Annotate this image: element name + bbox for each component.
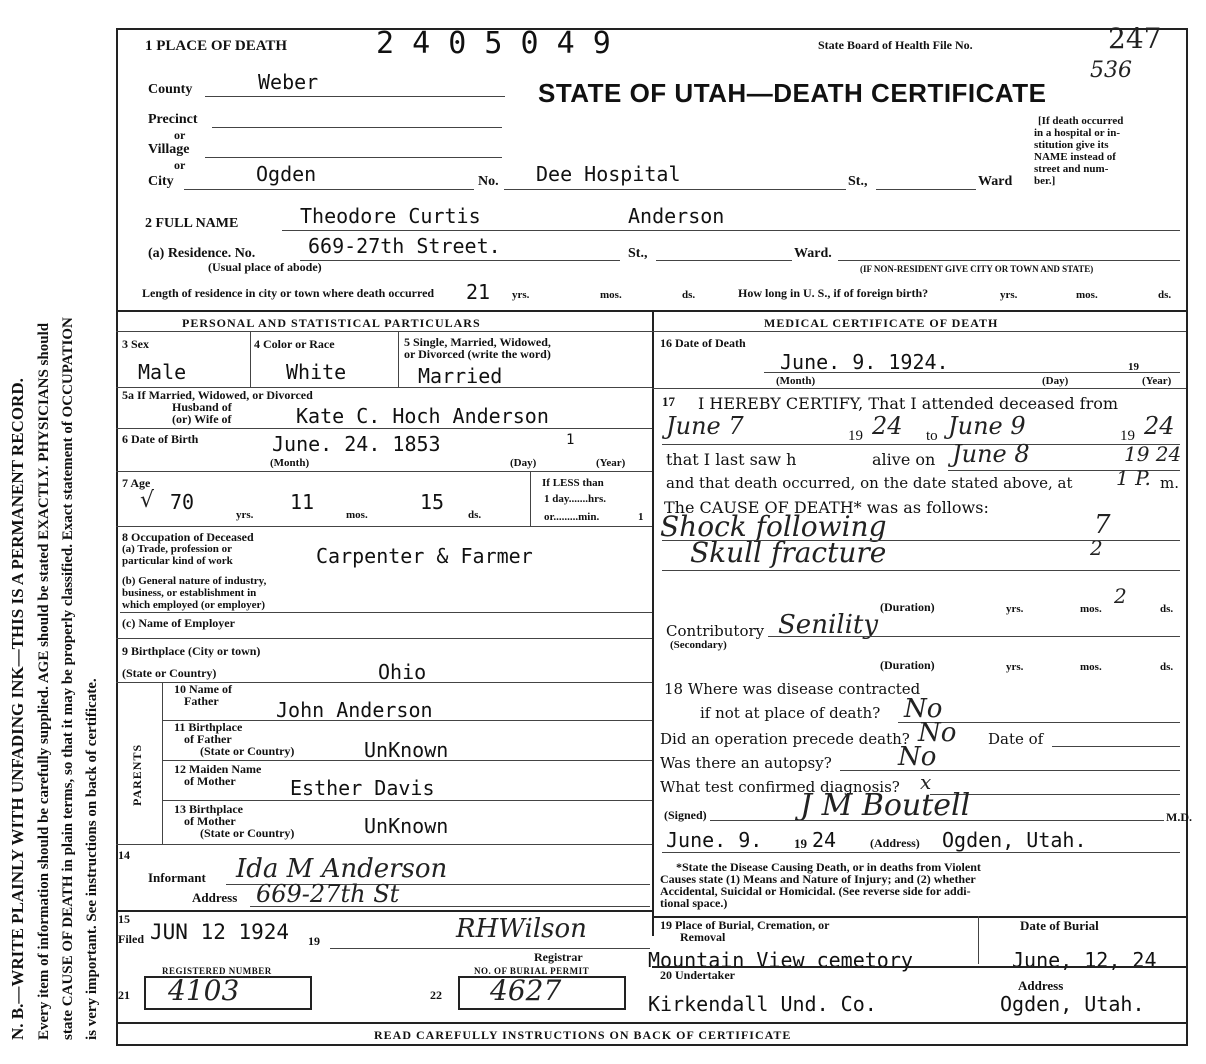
undertaker-value: Kirkendall Und. Co.: [648, 992, 877, 1016]
color-value: White: [286, 360, 347, 384]
occupation-a-1: (a) Trade, profession or: [122, 543, 232, 555]
signed-date: June. 9.: [666, 828, 763, 852]
signed-year: 24: [812, 828, 837, 852]
dob-value: June. 24. 1853: [272, 432, 441, 456]
less-than-label-1: If LESS than: [542, 477, 604, 489]
marital-value: Married: [418, 364, 503, 388]
q18-label: 18 Where was disease contracted: [664, 680, 921, 698]
side-note-2: Every item of information should be carefully supplied. AGE should be stated EXACTLY. PHYSICIANS should: [36, 322, 52, 1040]
to-year-prefix: 19: [1120, 428, 1135, 444]
color-label: 4 Color or Race: [254, 337, 335, 351]
duration-label-2: (Duration): [880, 658, 935, 672]
abode-label: (Usual place of abode): [208, 260, 322, 274]
autopsy-answer: No: [898, 742, 937, 772]
age-less-divider: [530, 471, 531, 526]
item-17-label: 17: [662, 394, 675, 409]
duration-ds-label: ds.: [1160, 603, 1174, 615]
undertaker-address-label: Address: [1018, 978, 1064, 993]
filed-date: JUN 12 1924: [150, 920, 290, 944]
burial-permit-label: NO. OF BURIAL PERMIT: [474, 966, 590, 976]
to-label: to: [926, 428, 938, 444]
frame-bottom: [116, 1044, 1188, 1046]
cause-of-death-line2: Skull fracture: [690, 536, 887, 569]
father-birth-label-2: of Father: [184, 732, 232, 746]
color-divider: [398, 331, 399, 387]
burial-place-label-1: 19 Place of Burial, Cremation, or: [660, 918, 830, 932]
date-of-death-value: June. 9. 1924.: [780, 350, 949, 374]
registrar-label: Registrar: [534, 950, 583, 964]
center-divider: [652, 310, 654, 936]
burial-permit-value: 4627: [490, 974, 562, 1007]
spouse-label-2: Husband of: [172, 400, 232, 414]
dob-day-label: (Day): [510, 457, 537, 469]
registered-number-value: 4103: [168, 974, 240, 1007]
registrar-signature: RHWilson: [456, 914, 587, 944]
physician-signature: J M Boutell: [800, 788, 971, 823]
county-value: Weber: [258, 70, 319, 94]
hospital-note-1: [If death occurred: [1038, 115, 1124, 127]
burial-divider: [978, 916, 979, 964]
death-year-label: (Year): [1142, 375, 1172, 387]
parents-divider: [162, 682, 163, 844]
secondary-label: (Secondary): [670, 639, 727, 651]
medical-header-line: [652, 331, 1186, 332]
ward-label: Ward: [978, 174, 1013, 189]
occupation-b-3: which employed (or employer): [122, 599, 266, 611]
hospital-note-6: ber.]: [1034, 175, 1056, 187]
residence-label: (a) Residence. No.: [148, 246, 256, 261]
sex-divider: [250, 331, 251, 387]
side-note-1: N. B.—WRITE PLAINLY WITH UNFADING INK—THIS IS A PERMANENT RECORD.: [8, 378, 27, 1040]
operation-label: Did an operation precede death?: [660, 730, 910, 748]
registered-number-label: REGISTERED NUMBER: [162, 966, 272, 976]
contributory-line: [768, 636, 1180, 637]
medical-note-2: Causes state (1) Means and Nature of Injury; and (2) whether: [660, 872, 976, 886]
date-of-death-line: [764, 372, 1180, 373]
frame-right: [1186, 28, 1188, 1046]
spouse-label-1: 5a If Married, Widowed, or Divorced: [122, 388, 313, 402]
age-months: 11: [290, 490, 315, 514]
last-saw-label: that I last saw h: [666, 450, 797, 469]
duration-value: 2: [1114, 584, 1127, 608]
item-15-label: 15: [118, 912, 130, 926]
less-than-label-3: or.........min.: [544, 511, 600, 523]
dob-year-mark: 1: [566, 432, 575, 448]
occurred-label: and that death occurred, on the date stated above, at: [666, 474, 1073, 492]
personal-header-line: [116, 331, 652, 332]
marital-label-2: or Divorced (write the word): [404, 347, 551, 361]
st-label: St.,: [848, 174, 868, 189]
age-label: 7 Age: [122, 476, 151, 490]
cause-line-2: [662, 570, 1180, 571]
from-year: 24: [872, 412, 903, 440]
row-line-4: [116, 526, 652, 527]
age-yrs-label: yrs.: [236, 509, 254, 521]
age-tick: √: [140, 488, 155, 513]
filed-label: Filed: [118, 932, 144, 946]
cause-day-mark-2: 2: [1090, 536, 1103, 560]
md-label: M.D.: [1166, 810, 1192, 824]
length-ds-label: ds.: [682, 289, 696, 301]
precinct-line: [212, 127, 502, 128]
us-mos-label: mos.: [1076, 289, 1098, 301]
sex-value: Male: [138, 360, 187, 384]
informant-address-line: [250, 906, 650, 907]
q18-label-2: if not at place of death?: [700, 704, 881, 722]
village-line: [205, 157, 502, 158]
us-ds-label: ds.: [1158, 289, 1172, 301]
hospital-note-4: NAME instead of: [1034, 151, 1116, 163]
occurred-time: 1 P.: [1116, 466, 1151, 490]
parents-label: PARENTS: [130, 743, 144, 806]
occupation-label: 8 Occupation of Deceased: [122, 530, 254, 544]
or-label-2: or: [174, 158, 186, 172]
nonresident-label: (IF NON-RESIDENT GIVE CITY OR TOWN AND STATE): [860, 264, 1094, 274]
side-note-4: is very important. See instructions on back of certificate.: [84, 678, 100, 1040]
residence-ward-line: [656, 260, 792, 261]
death-day-label: (Day): [1042, 375, 1069, 387]
age-ds-label: ds.: [468, 509, 482, 521]
q18-answer: No: [904, 694, 943, 724]
contributory-value: Senility: [778, 610, 879, 640]
street-no-value: Dee Hospital: [536, 162, 681, 186]
mother-birth-value: UnKnown: [364, 814, 449, 838]
occupation-value: Carpenter & Farmer: [316, 544, 533, 568]
frame-top: [116, 28, 1188, 30]
medical-note-3: Accidental, Suicidal or Homicidal. (See reverse side for addi-: [660, 884, 971, 898]
informant-address-label: Address: [192, 890, 238, 905]
dob-label: 6 Date of Birth: [122, 432, 199, 446]
personal-section-title: PERSONAL AND STATISTICAL PARTICULARS: [182, 316, 481, 330]
village-label: Village: [148, 142, 190, 157]
informant-address: 669-27th St: [256, 880, 400, 908]
birthplace-state-label: (State or Country): [122, 666, 217, 680]
us-residence-label: How long in U. S., if of foreign birth?: [738, 286, 929, 300]
residence-line: [300, 260, 620, 261]
cause-day-mark: 7: [1094, 510, 1111, 540]
father-birth-label-3: (State or Country): [200, 744, 295, 758]
or-label-1: or: [174, 128, 186, 142]
signed-date-line: [662, 852, 1180, 853]
residence-value: 669-27th Street.: [308, 234, 501, 258]
certificate-number: 2 4 0 5 0 4 9: [376, 26, 611, 61]
duration-yrs-label: yrs.: [1006, 603, 1024, 615]
less-than-value: 1: [638, 511, 644, 523]
attended-from-date: June 7: [666, 412, 744, 440]
signed-label: (Signed): [664, 808, 707, 822]
birthplace-value: Ohio: [378, 660, 427, 684]
medical-note-4: tional space.): [660, 896, 728, 910]
item-21-label: 21: [118, 988, 130, 1002]
age-days: 15: [420, 490, 445, 514]
file-number: 247: [1108, 22, 1162, 55]
attended-to-date: June 9: [948, 412, 1026, 440]
cause-of-death-line1: Shock following: [660, 510, 887, 543]
us-yrs-label: yrs.: [1000, 289, 1018, 301]
residence-ward-label: Ward.: [794, 246, 832, 261]
father-birth-label-1: 11 Birthplace: [174, 720, 243, 734]
hospital-note-3: stitution give its: [1034, 139, 1109, 151]
burial-place-label-2: Removal: [680, 930, 726, 944]
burial-date-value: June, 12, 24: [1012, 948, 1157, 972]
medical-section-title: MEDICAL CERTIFICATE OF DEATH: [764, 316, 999, 330]
attended-line: [662, 444, 1180, 445]
mother-value: Esther Davis: [290, 776, 435, 800]
death-month-label: (Month): [776, 375, 816, 387]
autopsy-label: Was there an autopsy?: [660, 754, 832, 772]
undertaker-address: Ogden, Utah.: [1000, 992, 1145, 1016]
father-value: John Anderson: [276, 698, 433, 722]
occupation-b-2: business, or establishment in: [122, 587, 257, 599]
mother-birth-label-1: 13 Birthplace: [174, 802, 243, 816]
father-birth-value: UnKnown: [364, 738, 449, 762]
full-name-first: Theodore Curtis: [300, 204, 481, 228]
precinct-label: Precinct: [148, 112, 198, 127]
last-saw-year: 19 24: [1124, 442, 1182, 466]
from-year-prefix: 19: [848, 428, 863, 444]
residence-rest-line: [838, 260, 1180, 261]
father-label-1: 10 Name of: [174, 682, 232, 696]
full-name-last: Anderson: [628, 204, 725, 228]
row-line-9: [162, 800, 652, 801]
birthplace-label: 9 Birthplace (City or town): [122, 644, 261, 658]
mother-label-1: 12 Maiden Name: [174, 762, 262, 776]
sex-label: 3 Sex: [122, 337, 149, 351]
occupation-c: (c) Name of Employer: [122, 616, 235, 630]
row-line-2: [116, 428, 652, 429]
date-of-death-label: 16 Date of Death: [660, 336, 746, 350]
cause-of-death-label: The CAUSE OF DEATH* was as follows:: [664, 498, 989, 517]
operation-date-label: Date of: [988, 730, 1044, 748]
filed-19-label: 19: [308, 934, 320, 948]
m-label: m.: [1160, 474, 1179, 492]
county-label: County: [148, 82, 193, 97]
city-label: City: [148, 174, 174, 189]
row-line-11: [116, 910, 652, 912]
date-year-prefix: 19: [1128, 361, 1139, 373]
dob-year-label: (Year): [596, 457, 626, 469]
signed-line: [710, 820, 1164, 821]
informant-label: Informant: [148, 870, 206, 885]
occupation-b-1: (b) General nature of industry,: [122, 575, 267, 587]
duration-mos-label-2: mos.: [1080, 661, 1102, 673]
registrar-line: [330, 948, 650, 949]
undertaker-label: 20 Undertaker: [660, 968, 735, 982]
test-label: What test confirmed diagnosis?: [660, 778, 900, 796]
file-number-label: State Board of Health File No.: [818, 38, 973, 52]
item-22-label: 22: [430, 988, 442, 1002]
footer-instructions: READ CAREFULLY INSTRUCTIONS ON BACK OF CERTIFICATE: [374, 1028, 792, 1042]
file-number-2: 536: [1090, 58, 1132, 83]
contributory-label: Contributory: [666, 622, 765, 640]
hospital-note-2: in a hospital or in-: [1034, 127, 1120, 139]
medical-row-line-1: [652, 388, 1186, 389]
side-note-3: state CAUSE OF DEATH in plain terms, so that it may be properly classified. Exact statement of OCCUPATION: [60, 317, 76, 1040]
mother-birth-label-3: (State or Country): [200, 826, 295, 840]
spouse-value: Kate C. Hoch Anderson: [296, 404, 549, 428]
duration-label: (Duration): [880, 600, 935, 614]
ward-line: [876, 189, 976, 190]
dob-month-label: (Month): [270, 457, 310, 469]
full-name-label: 2 FULL NAME: [145, 216, 239, 231]
length-yrs-label: yrs.: [512, 289, 530, 301]
length-mos-label: mos.: [600, 289, 622, 301]
duration-yrs-label-2: yrs.: [1006, 661, 1024, 673]
signed-address-label: (Address): [870, 836, 920, 850]
item-14-label: 14: [118, 848, 130, 862]
test-answer: x: [920, 770, 932, 794]
cause-line-1: [662, 540, 1180, 541]
signed-19-label: 19: [794, 836, 807, 851]
autopsy-line: [840, 770, 1180, 771]
operation-answer: No: [918, 718, 957, 748]
informant-value: Ida M Anderson: [236, 854, 448, 884]
occupation-b-line: [120, 612, 652, 613]
street-line: [504, 189, 846, 190]
alive-on-label: alive on: [872, 450, 936, 469]
less-than-label-2: 1 day.......hrs.: [544, 493, 607, 505]
burial-place-value: Mountain View cemetory: [648, 948, 913, 972]
mother-birth-label-2: of Mother: [184, 814, 236, 828]
mother-label-2: of Mother: [184, 774, 236, 788]
city-line: [184, 189, 474, 190]
row-line-8: [162, 760, 652, 761]
burial-date-label: Date of Burial: [1020, 918, 1099, 933]
county-line: [205, 96, 505, 97]
to-year: 24: [1144, 412, 1175, 440]
signed-address: Ogden, Utah.: [942, 828, 1087, 852]
hospital-note-5: street and num-: [1034, 163, 1109, 175]
marital-label-1: 5 Single, Married, Widowed,: [404, 335, 551, 349]
operation-date-line: [1052, 746, 1180, 747]
city-value: Ogden: [256, 162, 317, 186]
length-residence-label: Length of residence in city or town where death occurred: [142, 286, 435, 300]
row-line-10: [116, 844, 652, 845]
duration-ds-label-2: ds.: [1160, 661, 1174, 673]
spouse-label-3: (or) Wife of: [172, 412, 232, 426]
street-no-label: No.: [478, 174, 499, 189]
certify-statement: I HEREBY CERTIFY, That I attended deceased from: [698, 394, 1119, 413]
row-line-3: [116, 471, 652, 472]
last-saw-date: June 8: [952, 440, 1030, 468]
age-years: 70: [170, 490, 195, 514]
place-of-death-label: 1 PLACE OF DEATH: [145, 38, 288, 54]
residence-st-label: St.,: [628, 246, 648, 261]
footer-line: [116, 1022, 1188, 1024]
medical-note-1: *State the Disease Causing Death, or in deaths from Violent: [676, 860, 981, 874]
frame-left: [116, 28, 118, 1046]
length-residence-yrs: 21: [466, 280, 491, 304]
duration-mos-label: mos.: [1080, 603, 1102, 615]
row-line-5: [116, 638, 652, 639]
name-line: [282, 230, 1180, 231]
certificate-title: STATE OF UTAH—DEATH CERTIFICATE: [538, 78, 1047, 108]
age-mos-label: mos.: [346, 509, 368, 521]
father-label-2: Father: [184, 694, 219, 708]
occupation-a-2: particular kind of work: [122, 555, 233, 567]
